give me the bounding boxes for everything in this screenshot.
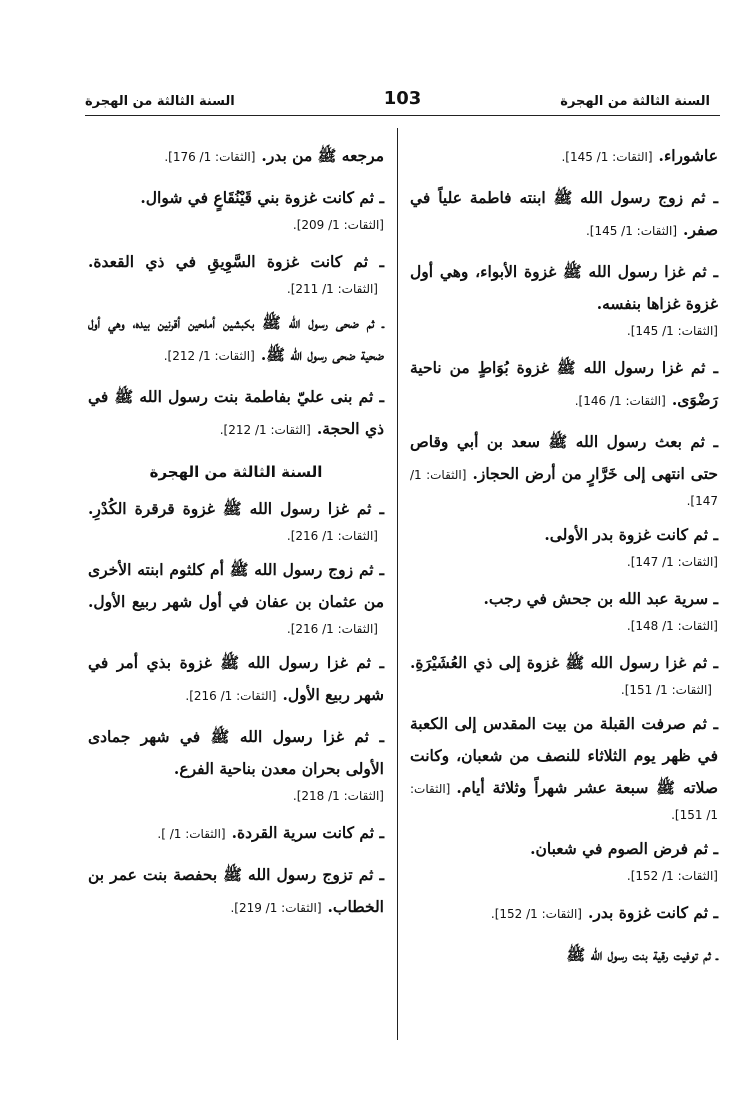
- entry-reference: [الثقات: 1/ 147].: [410, 468, 718, 508]
- entry: [88, 140, 384, 172]
- entry: [410, 140, 718, 172]
- left-column-bottom: [88, 493, 384, 923]
- entry: [88, 647, 384, 711]
- entry-text: ـ ثم صرفت القبلة من بيت المقدس إلى الكعبة في ظهر يوم الثلاثاء للنصف من شعبان، وكانت صلاته ﷺ سبعة عشر شهراً وثلاثة أيام.: [410, 714, 718, 797]
- right-column: [410, 140, 718, 981]
- section-heading: السنة الثالثة من الهجرة: [149, 463, 323, 481]
- entry-reference: [الثقات: 1/ 151].: [410, 782, 718, 822]
- entry-reference: [الثقات: 1/ 212].: [163, 349, 255, 363]
- entry: [410, 939, 718, 971]
- header-rule: [85, 115, 720, 116]
- entry-text: ـ سرية عبد الله بن جحش في رجب.: [483, 589, 718, 608]
- entry-reference: [الثقات: 1/ 145].: [585, 224, 678, 238]
- entry-reference: [الثقات: 1/ 148].: [626, 619, 718, 633]
- page-number: 103: [383, 88, 422, 109]
- entry: [88, 381, 384, 445]
- entry-reference: [الثقات: 1/ 152].: [490, 907, 582, 921]
- entry-text: ـ ثم بنى عليّ بفاطمة بنت رسول الله ﷺ في ذي الحجة.: [88, 387, 384, 438]
- entry-reference: [الثقات: 1/ 216].: [286, 622, 378, 636]
- entry: [88, 307, 384, 371]
- entry-text: ـ ثم كانت غزوة السَّوِيقِ في ذي القعدة.: [88, 252, 384, 271]
- entry-text: ـ ثم تزوج رسول الله ﷺ بحفصة بنت عمر بن الخطاب.: [88, 865, 384, 916]
- entry-reference: [الثقات: 1/ 176].: [164, 150, 256, 164]
- entry: [410, 897, 718, 929]
- entry-reference: [الثقات: 1/ 152].: [626, 869, 718, 883]
- entry: [88, 817, 384, 849]
- page-header: [85, 88, 720, 114]
- entry: [410, 708, 718, 823]
- entry-text: ـ ثم كانت غزوة بدر الأولى.: [544, 525, 718, 544]
- left-column-top: [88, 140, 384, 445]
- entry-text: ـ ثم فرض الصوم في شعبان.: [530, 839, 718, 858]
- entry: [410, 256, 718, 342]
- entry-reference: [الثقات: 1/ ].: [157, 827, 226, 841]
- entry-reference: [الثقات: 1/ 209].: [292, 218, 384, 232]
- entry: [88, 859, 384, 923]
- entry: [410, 833, 718, 887]
- entry-text: ـ ثم غزا رسول الله ﷺ غزوة قرقرة الكُدْرِ.: [88, 499, 384, 518]
- left-column: [88, 140, 384, 933]
- entry-text: ـ ثم غزا رسول الله ﷺ غزوة الأبواء، وهي أول غزوة غزاها بنفسه.: [410, 262, 718, 313]
- entry-reference: [الثقات: 1/ 219].: [230, 901, 322, 915]
- entry-text: ـ ثم زوج رسول الله ﷺ ابنته فاطمة علياً في صفر.: [410, 188, 718, 239]
- entry-text: ـ ثم غزا رسول الله ﷺ غزوة إلى ذي العُشَيْرَةِ.: [410, 653, 718, 672]
- entry-reference: [الثقات: 1/ 147].: [626, 555, 718, 569]
- entry-reference: [الثقات: 1/ 145].: [561, 150, 653, 164]
- entry-text: ـ ثم غزا رسول الله ﷺ في شهر جمادى الأولى بحران معدن بناحية الفرع.: [88, 727, 384, 778]
- entry-reference: [الثقات: 1/ 216].: [286, 529, 378, 543]
- entry-text: ـ ثم توفيت رقية بنت رسول الله ﷺ: [566, 945, 718, 964]
- entry: [88, 721, 384, 807]
- entry-text: ـ ثم كانت غزوة بدر.: [588, 903, 718, 922]
- column-divider: [397, 128, 398, 1040]
- entry: [88, 246, 384, 297]
- entry-reference: [الثقات: 1/ 151].: [620, 683, 712, 697]
- entry-text: ـ ثم غزا رسول الله ﷺ غزوة بذي أمر في شهر ربيع الأول.: [88, 653, 384, 704]
- entry-text: مرجعه ﷺ من بدر.: [261, 146, 384, 165]
- entry: [88, 182, 384, 236]
- entry-reference: [الثقات: 1/ 212].: [219, 423, 311, 437]
- running-title-left: السنة الثالثة من الهجرة: [85, 94, 235, 109]
- entry: [88, 493, 384, 544]
- entry-reference: [الثقات: 1/ 216].: [185, 689, 277, 703]
- entry-text: ـ ثم زوج رسول الله ﷺ أم كلثوم ابنته الأخرى من عثمان بن عفان في أول شهر ربيع الأول.: [88, 560, 384, 611]
- entry: [410, 647, 718, 698]
- entry: [410, 583, 718, 637]
- entry: [410, 426, 718, 509]
- entry-text: ـ ثم كانت غزوة بني قَيْنُقَاعٍ في شوال.: [140, 188, 384, 207]
- entry: [410, 182, 718, 246]
- entry-reference: [الثقات: 1/ 146].: [574, 394, 666, 408]
- entry-reference: [الثقات: 1/ 145].: [626, 324, 718, 338]
- entry-text: ـ ثم غزا رسول الله ﷺ غزوة بُوَاطٍ من ناحية رَضْوَى.: [410, 358, 718, 409]
- entry: [410, 519, 718, 573]
- entry-text: ـ ثم ضحى رسول الله ﷺ بكبشين أملحين أقرنين بيده، وهي أول ضحية ضحى رسول الله ﷺ.: [88, 313, 384, 364]
- running-title-right: السنة الثالثة من الهجرة: [560, 94, 710, 109]
- entry-reference: [الثقات: 1/ 211].: [286, 282, 378, 296]
- entry: [410, 352, 718, 416]
- entry-text: عاشوراء.: [658, 146, 718, 165]
- entry-text: ـ ثم كانت سرية القردة.: [231, 823, 384, 842]
- entry-reference: [الثقات: 1/ 218].: [292, 789, 384, 803]
- entry: [88, 554, 384, 637]
- entry-text: ـ ثم بعث رسول الله ﷺ سعد بن أبي وقاص حتى انتهى إلى خَرَّارٍ من أرض الحجاز.: [410, 432, 718, 483]
